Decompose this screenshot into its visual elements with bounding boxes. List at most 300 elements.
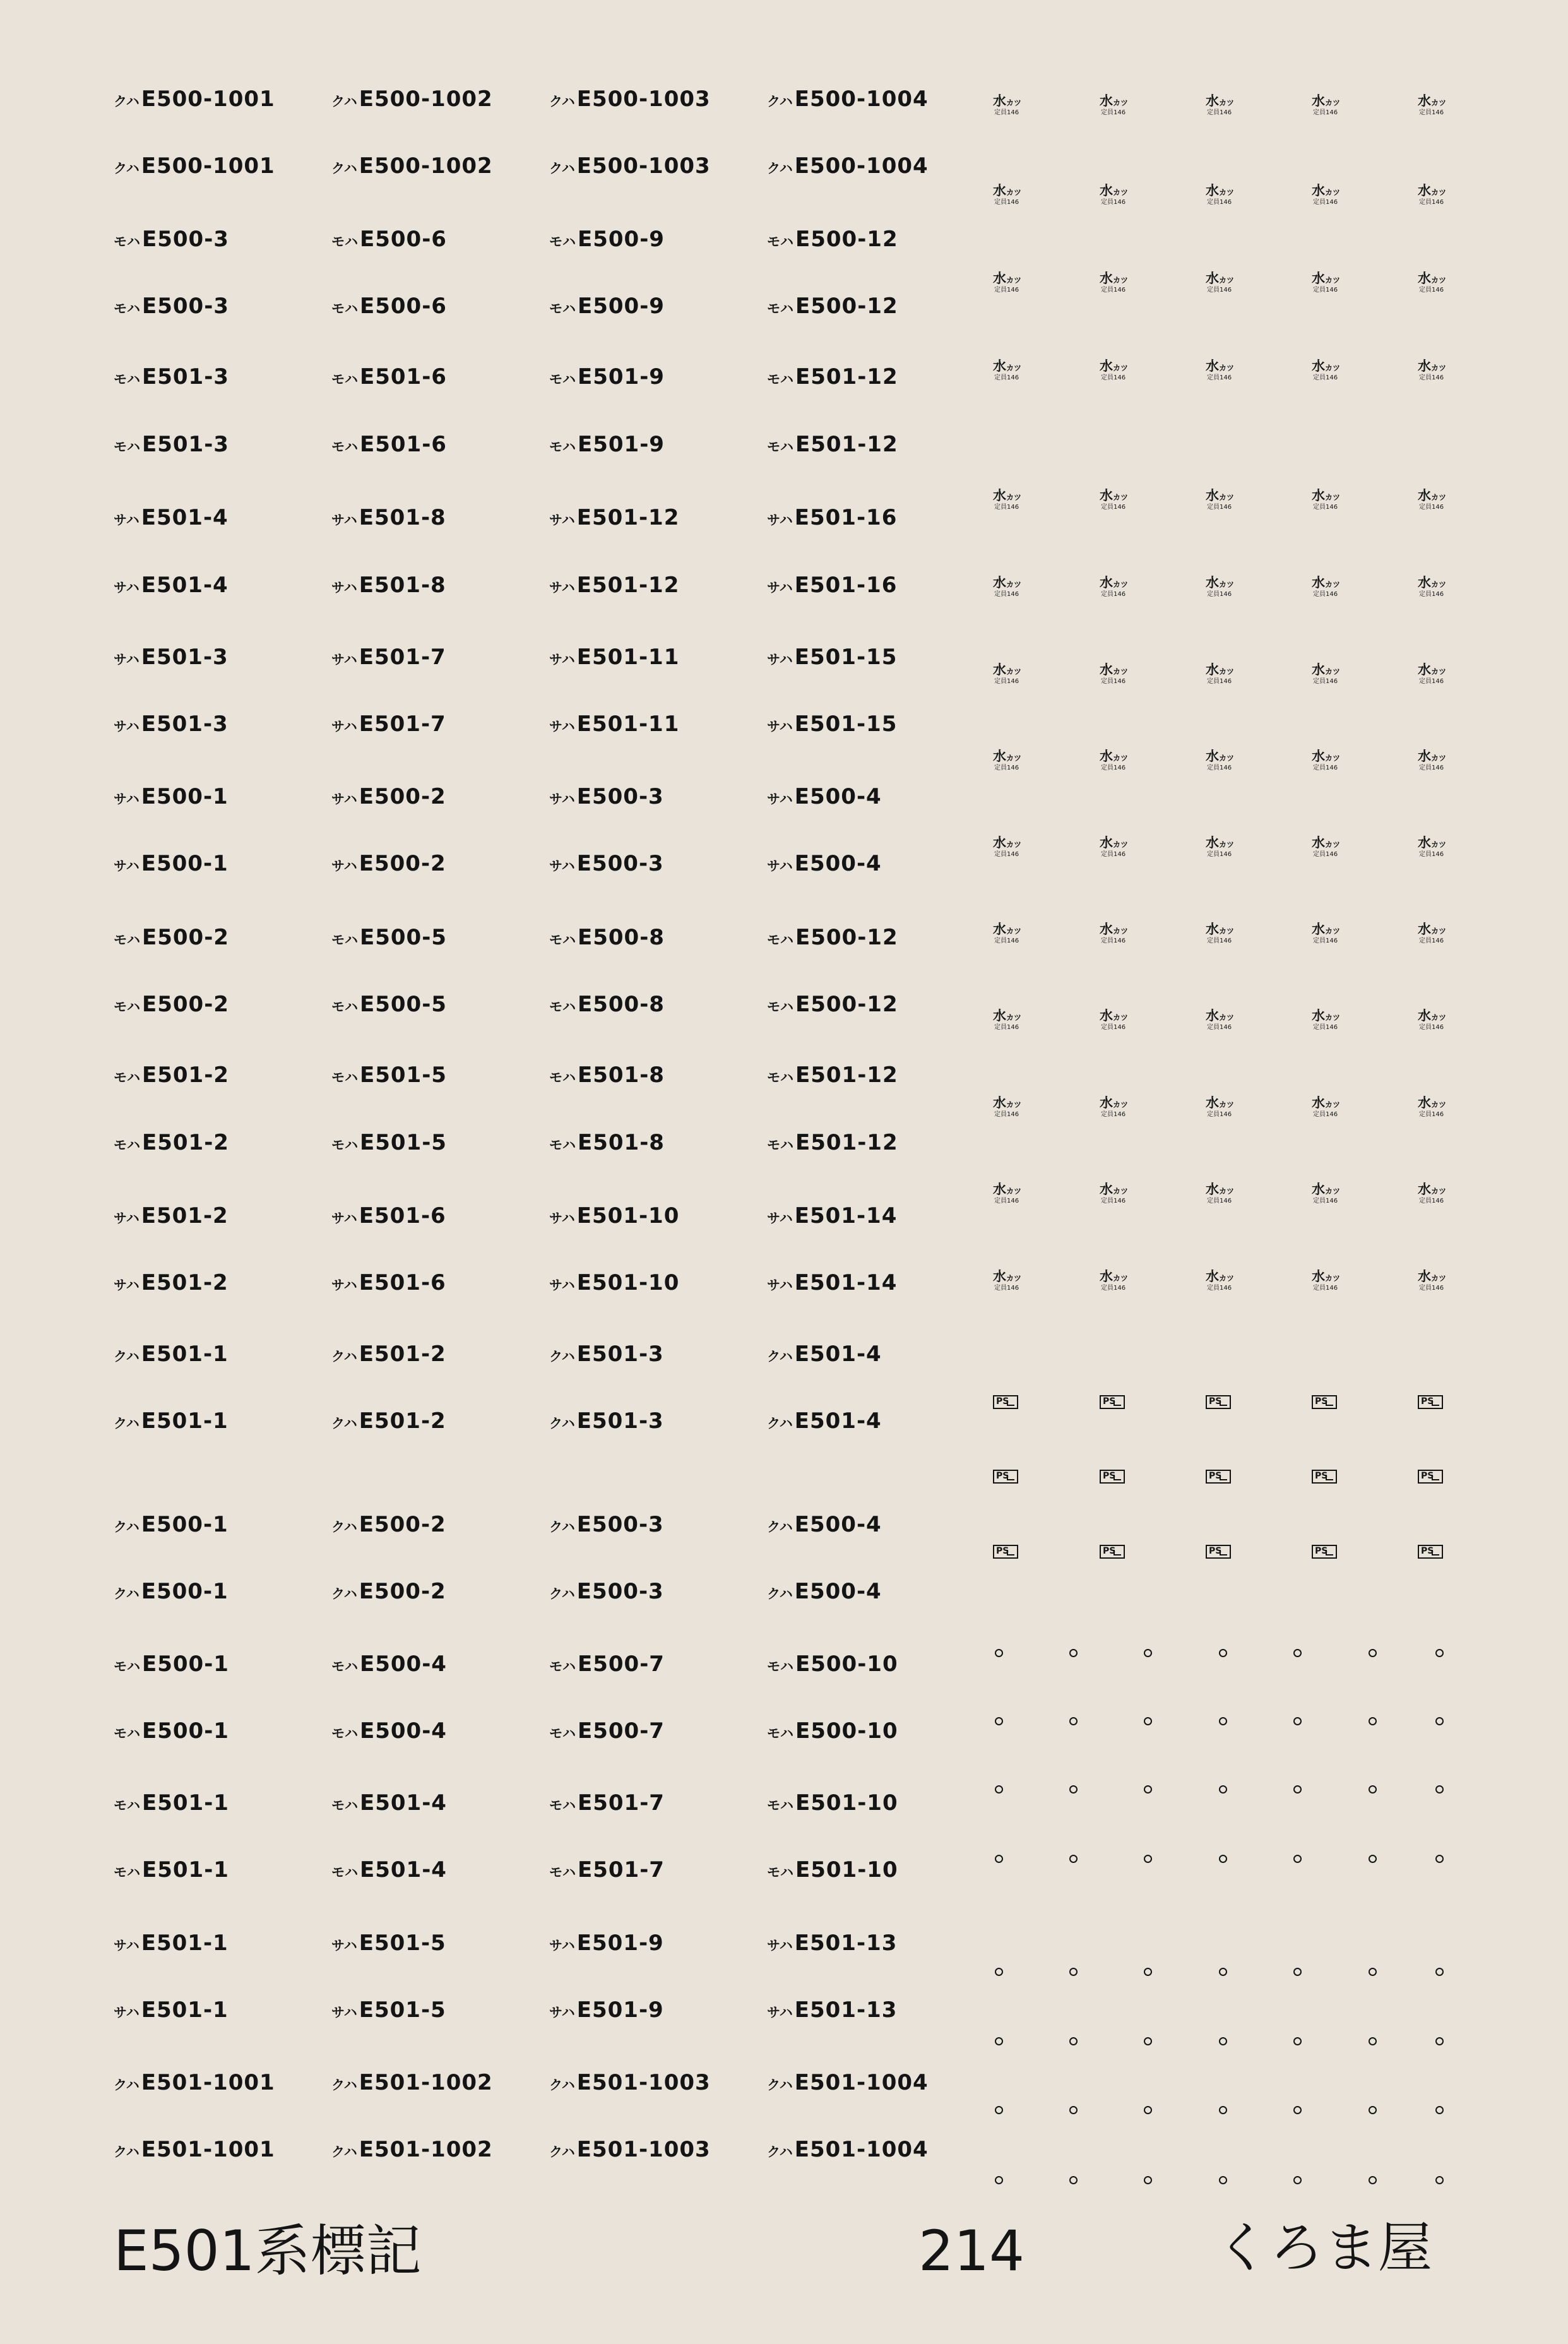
car-number: E501-8	[578, 1130, 665, 1155]
depot-capacity-stamp	[1312, 576, 1340, 598]
car-number: E501-1004	[794, 2070, 929, 2095]
car-number: E501-5	[359, 1997, 446, 2023]
car-type-prefix: サハ	[114, 719, 140, 734]
car-number: E501-5	[359, 1931, 446, 1956]
car-number: E500-1003	[576, 153, 711, 179]
ps-mark: PS	[1418, 1395, 1443, 1409]
car-type-prefix: クハ	[549, 1349, 575, 1364]
car-number: E501-2	[141, 1203, 229, 1229]
ps-mark: PS	[1100, 1395, 1125, 1409]
car-type-prefix: クハ	[767, 94, 793, 109]
car-number: E501-3	[142, 432, 229, 457]
depot-capacity-stamp	[1206, 489, 1234, 511]
car-number-label	[114, 1792, 229, 1814]
car-type-prefix: サハ	[331, 652, 357, 667]
depot-code: 水カツ	[1418, 359, 1447, 374]
car-type-prefix: サハ	[331, 719, 357, 734]
dot-mark	[1293, 2176, 1302, 2184]
dot-mark	[1369, 1717, 1377, 1725]
car-type-prefix: モハ	[114, 234, 140, 249]
car-number-label	[331, 229, 447, 250]
depot-capacity-stamp	[1312, 489, 1340, 511]
car-type-prefix: サハ	[331, 859, 357, 874]
car-type-prefix: サハ	[331, 580, 357, 595]
car-number-label	[331, 88, 493, 110]
car-number: E500-12	[795, 227, 898, 252]
depot-code: 水カツ	[1100, 93, 1129, 109]
car-type-prefix: クハ	[767, 2078, 793, 2093]
capacity-text: 定員146	[994, 1111, 1019, 1118]
dot-mark	[1435, 1717, 1444, 1725]
car-number: E501-4	[141, 505, 229, 530]
ps-mark: PS	[1206, 1470, 1231, 1484]
capacity-text: 定員146	[1207, 374, 1232, 381]
car-type-prefix: モハ	[767, 301, 793, 316]
depot-code: 水カツ	[1418, 835, 1447, 850]
car-number-label	[549, 1792, 665, 1814]
car-type-prefix: モハ	[767, 1798, 793, 1813]
car-number: E501-13	[794, 1997, 898, 2023]
car-number: E501-3	[576, 1342, 664, 1367]
depot-code: 水カツ	[1418, 922, 1447, 937]
car-number: E500-2	[359, 851, 446, 876]
car-number-label	[549, 434, 665, 455]
car-type-prefix: サハ	[331, 1278, 357, 1293]
depot-code: 水カツ	[1312, 1095, 1341, 1110]
depot-code: 水カツ	[1312, 183, 1341, 198]
capacity-text: 定員146	[1313, 1198, 1338, 1205]
capacity-text: 定員146	[1207, 199, 1232, 206]
car-type-prefix: モハ	[767, 234, 793, 249]
dot-mark	[1069, 2176, 1078, 2184]
car-type-prefix: モハ	[331, 372, 358, 387]
car-number: E501-5	[360, 1130, 447, 1155]
car-type-prefix: モハ	[114, 372, 140, 387]
car-number-label	[331, 646, 446, 668]
car-number: E501-15	[794, 645, 898, 670]
dot-mark	[1369, 1855, 1377, 1863]
depot-capacity-stamp	[1312, 1270, 1340, 1292]
car-number-label	[114, 1932, 229, 1954]
depot-code: 水カツ	[1312, 1182, 1341, 1197]
depot-capacity-stamp	[1206, 184, 1234, 206]
depot-code: 水カツ	[993, 1008, 1022, 1023]
car-type-prefix: クハ	[549, 2078, 575, 2093]
car-type-prefix: モハ	[549, 234, 576, 249]
capacity-text: 定員146	[1313, 109, 1338, 116]
dot-mark	[1144, 2037, 1152, 2045]
car-number: E500-12	[795, 294, 898, 319]
car-number: E501-9	[578, 432, 665, 457]
depot-code: 水カツ	[993, 488, 1022, 503]
car-type-prefix: クハ	[767, 2145, 793, 2160]
capacity-text: 定員146	[1207, 851, 1232, 858]
capacity-text: 定員146	[994, 764, 1019, 771]
car-number-label	[549, 1064, 665, 1086]
car-type-prefix: クハ	[114, 161, 140, 176]
car-type-prefix: クハ	[767, 1349, 793, 1364]
depot-capacity-stamp	[1418, 489, 1446, 511]
dot-mark	[1144, 1855, 1152, 1863]
capacity-text: 定員146	[1419, 199, 1444, 206]
dot-mark	[1369, 2037, 1377, 2045]
car-number-label	[331, 1064, 447, 1086]
car-number: E500-6	[360, 294, 447, 319]
car-number-label	[331, 786, 446, 807]
car-type-prefix: モハ	[549, 439, 576, 455]
car-number: E501-8	[578, 1062, 665, 1088]
depot-capacity-stamp	[1418, 576, 1446, 598]
depot-code: 水カツ	[1206, 93, 1235, 109]
car-type-prefix: クハ	[767, 1520, 793, 1535]
car-number-label	[114, 507, 229, 528]
car-number: E500-4	[794, 1579, 882, 1604]
depot-code: 水カツ	[993, 359, 1022, 374]
car-number-label	[114, 1653, 229, 1675]
car-number: E501-3	[142, 364, 229, 390]
depot-capacity-stamp	[1312, 836, 1340, 858]
car-number: E500-4	[794, 784, 882, 809]
car-number: E501-1	[141, 1931, 229, 1956]
car-type-prefix: サハ	[549, 1938, 575, 1953]
car-type-prefix: サハ	[114, 2005, 140, 2020]
sheet-title: E501系標記	[114, 2218, 422, 2283]
capacity-text: 定員146	[1101, 287, 1126, 294]
car-number-label	[331, 1720, 447, 1742]
dot-mark	[1219, 1649, 1227, 1657]
car-number-label	[331, 295, 447, 317]
capacity-text: 定員146	[1419, 1198, 1444, 1205]
depot-capacity-stamp	[1206, 1097, 1234, 1118]
capacity-text: 定員146	[1313, 1111, 1338, 1118]
car-number-label	[114, 366, 229, 388]
depot-capacity-stamp	[1100, 360, 1128, 381]
car-number: E501-1002	[359, 2070, 493, 2095]
depot-code: 水カツ	[1418, 575, 1447, 590]
depot-capacity-stamp	[1418, 95, 1446, 116]
car-number: E501-2	[142, 1062, 229, 1088]
capacity-text: 定員146	[1207, 937, 1232, 944]
car-type-prefix: モハ	[114, 1659, 140, 1674]
car-number-label	[767, 295, 898, 317]
depot-capacity-stamp	[993, 750, 1021, 771]
car-number-label	[767, 2139, 929, 2160]
car-type-prefix: モハ	[767, 1726, 793, 1741]
car-type-prefix: モハ	[114, 301, 140, 316]
car-number: E501-2	[141, 1270, 229, 1295]
depot-code: 水カツ	[1312, 749, 1341, 764]
car-type-prefix: サハ	[114, 652, 140, 667]
car-number-label	[549, 927, 665, 948]
depot-code: 水カツ	[1206, 835, 1235, 850]
dot-mark	[1293, 2037, 1302, 2045]
car-number: E501-10	[795, 1857, 898, 1883]
car-number: E501-12	[795, 1062, 898, 1088]
depot-code: 水カツ	[993, 575, 1022, 590]
car-number-label	[331, 434, 447, 455]
car-number-label	[767, 1720, 898, 1742]
car-number: E500-2	[359, 784, 446, 809]
car-type-prefix: サハ	[767, 1211, 793, 1226]
car-number-label	[114, 786, 229, 807]
car-number-label	[331, 366, 447, 388]
depot-code: 水カツ	[993, 1269, 1022, 1284]
car-number: E500-5	[360, 992, 447, 1017]
car-number-label	[331, 1859, 447, 1881]
car-number-label	[114, 927, 229, 948]
capacity-text: 定員146	[1419, 287, 1444, 294]
car-type-prefix: モハ	[549, 372, 576, 387]
car-type-prefix: クハ	[331, 1349, 357, 1364]
car-type-prefix: サハ	[331, 1938, 357, 1953]
capacity-text: 定員146	[1101, 591, 1126, 598]
depot-capacity-stamp	[1418, 1270, 1446, 1292]
capacity-text: 定員146	[1101, 199, 1126, 206]
car-type-prefix: モハ	[331, 932, 358, 948]
car-number-label	[114, 1064, 229, 1086]
car-type-prefix: モハ	[114, 1070, 140, 1085]
car-number: E501-7	[359, 645, 446, 670]
car-number: E501-16	[794, 573, 898, 598]
car-number: E501-1003	[576, 2137, 711, 2162]
car-type-prefix: クハ	[331, 94, 357, 109]
depot-code: 水カツ	[1206, 359, 1235, 374]
capacity-text: 定員146	[1419, 1024, 1444, 1031]
car-number-label	[549, 1581, 664, 1602]
car-type-prefix: モハ	[331, 1070, 358, 1085]
depot-code: 水カツ	[1100, 183, 1129, 198]
car-type-prefix: サハ	[331, 2005, 357, 2020]
car-type-prefix: サハ	[114, 859, 140, 874]
depot-code: 水カツ	[1100, 749, 1129, 764]
car-type-prefix: モハ	[549, 1138, 576, 1153]
car-type-prefix: モハ	[331, 1659, 358, 1674]
car-number-label	[767, 927, 898, 948]
car-type-prefix: モハ	[114, 1726, 140, 1741]
car-number-label	[549, 1514, 664, 1535]
capacity-text: 定員146	[1101, 1111, 1126, 1118]
car-number-label	[549, 1205, 679, 1227]
brand-name: くろま屋	[1215, 2216, 1432, 2280]
car-number: E501-3	[141, 711, 229, 737]
car-type-prefix: サハ	[767, 652, 793, 667]
capacity-text: 定員146	[1419, 937, 1444, 944]
car-type-prefix: サハ	[767, 513, 793, 528]
car-number: E500-1002	[359, 153, 493, 179]
car-number-label	[331, 1932, 446, 1954]
depot-code: 水カツ	[1100, 1269, 1129, 1284]
depot-capacity-stamp	[1312, 1009, 1340, 1031]
car-type-prefix: サハ	[331, 792, 357, 807]
depot-code: 水カツ	[1418, 749, 1447, 764]
car-number-label	[331, 2139, 493, 2160]
depot-capacity-stamp	[1100, 836, 1128, 858]
car-number: E501-1003	[576, 2070, 711, 2095]
car-number-label	[114, 1343, 229, 1365]
dot-mark	[995, 1785, 1003, 1794]
car-type-prefix: モハ	[767, 932, 793, 948]
car-number: E501-6	[359, 1203, 446, 1229]
car-number: E500-10	[795, 1651, 898, 1677]
car-number: E500-3	[576, 851, 664, 876]
car-type-prefix: モハ	[767, 1865, 793, 1880]
capacity-text: 定員146	[994, 1285, 1019, 1292]
car-number-label	[114, 2072, 275, 2093]
car-number-label	[331, 1132, 447, 1153]
depot-code: 水カツ	[1418, 662, 1447, 677]
depot-code: 水カツ	[1100, 1095, 1129, 1110]
depot-capacity-stamp	[1100, 1183, 1128, 1205]
car-number-label	[331, 1581, 446, 1602]
dot-mark	[1219, 1717, 1227, 1725]
dot-mark	[1293, 1855, 1302, 1863]
depot-capacity-stamp	[993, 95, 1021, 116]
capacity-text: 定員146	[1207, 504, 1232, 511]
car-type-prefix: モハ	[331, 999, 358, 1014]
car-number: E501-12	[795, 432, 898, 457]
depot-capacity-stamp	[1100, 923, 1128, 944]
car-number: E501-12	[576, 573, 680, 598]
depot-capacity-stamp	[1312, 663, 1340, 685]
car-type-prefix: モハ	[331, 1798, 358, 1813]
car-type-prefix: クハ	[549, 1586, 575, 1602]
car-number: E501-11	[576, 711, 680, 737]
car-number: E501-1	[141, 1997, 229, 2023]
capacity-text: 定員146	[1101, 1198, 1126, 1205]
dot-mark	[1069, 1717, 1078, 1725]
dot-mark	[995, 2176, 1003, 2184]
car-number-label	[549, 88, 711, 110]
car-type-prefix: クハ	[114, 1586, 140, 1602]
car-number-label	[767, 507, 897, 528]
car-number-label	[767, 1343, 882, 1365]
car-number: E501-12	[795, 364, 898, 390]
depot-code: 水カツ	[993, 662, 1022, 677]
capacity-text: 定員146	[994, 374, 1019, 381]
capacity-text: 定員146	[1313, 851, 1338, 858]
depot-code: 水カツ	[993, 749, 1022, 764]
depot-capacity-stamp	[1206, 1270, 1234, 1292]
depot-code: 水カツ	[993, 271, 1022, 286]
car-number: E500-1	[141, 851, 229, 876]
car-type-prefix: モハ	[767, 1659, 793, 1674]
car-number-label	[331, 2072, 493, 2093]
depot-capacity-stamp	[993, 1270, 1021, 1292]
depot-code: 水カツ	[1418, 1182, 1447, 1197]
car-type-prefix: モハ	[549, 1070, 576, 1085]
car-type-prefix: クハ	[114, 2078, 140, 2093]
car-number: E501-7	[578, 1790, 665, 1816]
capacity-text: 定員146	[1207, 1024, 1232, 1031]
car-number: E501-1	[142, 1857, 229, 1883]
sheet-number: 214	[918, 2218, 1025, 2283]
depot-code: 水カツ	[1100, 1008, 1129, 1023]
depot-code: 水カツ	[1206, 1269, 1235, 1284]
car-number: E500-1	[141, 1579, 229, 1604]
car-number-label	[549, 713, 679, 735]
car-number: E501-1	[141, 1408, 229, 1434]
depot-capacity-stamp	[1206, 923, 1234, 944]
depot-code: 水カツ	[1418, 1008, 1447, 1023]
car-number-label	[114, 1205, 229, 1227]
dot-mark	[1293, 1968, 1302, 1976]
car-type-prefix: モハ	[114, 932, 140, 948]
car-type-prefix: モハ	[767, 999, 793, 1014]
depot-capacity-stamp	[1418, 923, 1446, 944]
capacity-text: 定員146	[1207, 678, 1232, 685]
car-number-label	[549, 1720, 665, 1742]
dot-mark	[1219, 1785, 1227, 1794]
depot-code: 水カツ	[1312, 93, 1341, 109]
dot-mark	[1293, 1717, 1302, 1725]
depot-code: 水カツ	[1206, 575, 1235, 590]
depot-code: 水カツ	[1206, 662, 1235, 677]
car-number-label	[114, 1999, 229, 2021]
car-type-prefix: サハ	[767, 719, 793, 734]
car-type-prefix: モハ	[549, 1726, 576, 1741]
car-number-label	[767, 1859, 898, 1881]
depot-code: 水カツ	[1418, 1269, 1447, 1284]
depot-capacity-stamp	[1206, 1009, 1234, 1031]
depot-code: 水カツ	[1206, 749, 1235, 764]
car-number: E500-4	[360, 1651, 447, 1677]
car-number: E501-1	[142, 1790, 229, 1816]
car-number: E501-2	[359, 1408, 446, 1434]
car-number: E501-11	[576, 645, 680, 670]
car-number-label	[549, 1343, 664, 1365]
car-number-label	[331, 1514, 446, 1535]
car-number: E500-3	[142, 294, 229, 319]
car-number-label	[331, 1999, 446, 2021]
car-type-prefix: サハ	[549, 859, 575, 874]
depot-capacity-stamp	[993, 836, 1021, 858]
car-number-label	[549, 853, 664, 874]
depot-capacity-stamp	[1312, 750, 1340, 771]
car-type-prefix: モハ	[549, 932, 576, 948]
ps-mark: PS	[1418, 1545, 1443, 1559]
capacity-text: 定員146	[994, 287, 1019, 294]
depot-code: 水カツ	[1418, 183, 1447, 198]
car-number-label	[331, 1205, 446, 1227]
car-number-label	[114, 574, 229, 596]
dot-mark	[1435, 2176, 1444, 2184]
depot-code: 水カツ	[1312, 488, 1341, 503]
depot-code: 水カツ	[1206, 271, 1235, 286]
car-number: E501-14	[794, 1203, 898, 1229]
capacity-text: 定員146	[1101, 764, 1126, 771]
car-type-prefix: クハ	[767, 1416, 793, 1431]
depot-code: 水カツ	[1206, 1182, 1235, 1197]
car-number: E500-2	[142, 992, 229, 1017]
depot-code: 水カツ	[1100, 359, 1129, 374]
capacity-text: 定員146	[994, 504, 1019, 511]
car-number-label	[331, 853, 446, 874]
car-type-prefix: クハ	[549, 1520, 575, 1535]
car-type-prefix: サハ	[767, 1938, 793, 1953]
car-type-prefix: モハ	[114, 1138, 140, 1153]
depot-capacity-stamp	[993, 489, 1021, 511]
car-number-label	[767, 88, 929, 110]
depot-code: 水カツ	[1312, 575, 1341, 590]
dot-mark	[1435, 1649, 1444, 1657]
depot-capacity-stamp	[1100, 489, 1128, 511]
depot-capacity-stamp	[993, 1183, 1021, 1205]
car-number-label	[549, 507, 679, 528]
car-number-label	[767, 366, 898, 388]
depot-capacity-stamp	[1100, 95, 1128, 116]
depot-capacity-stamp	[993, 576, 1021, 598]
capacity-text: 定員146	[994, 199, 1019, 206]
